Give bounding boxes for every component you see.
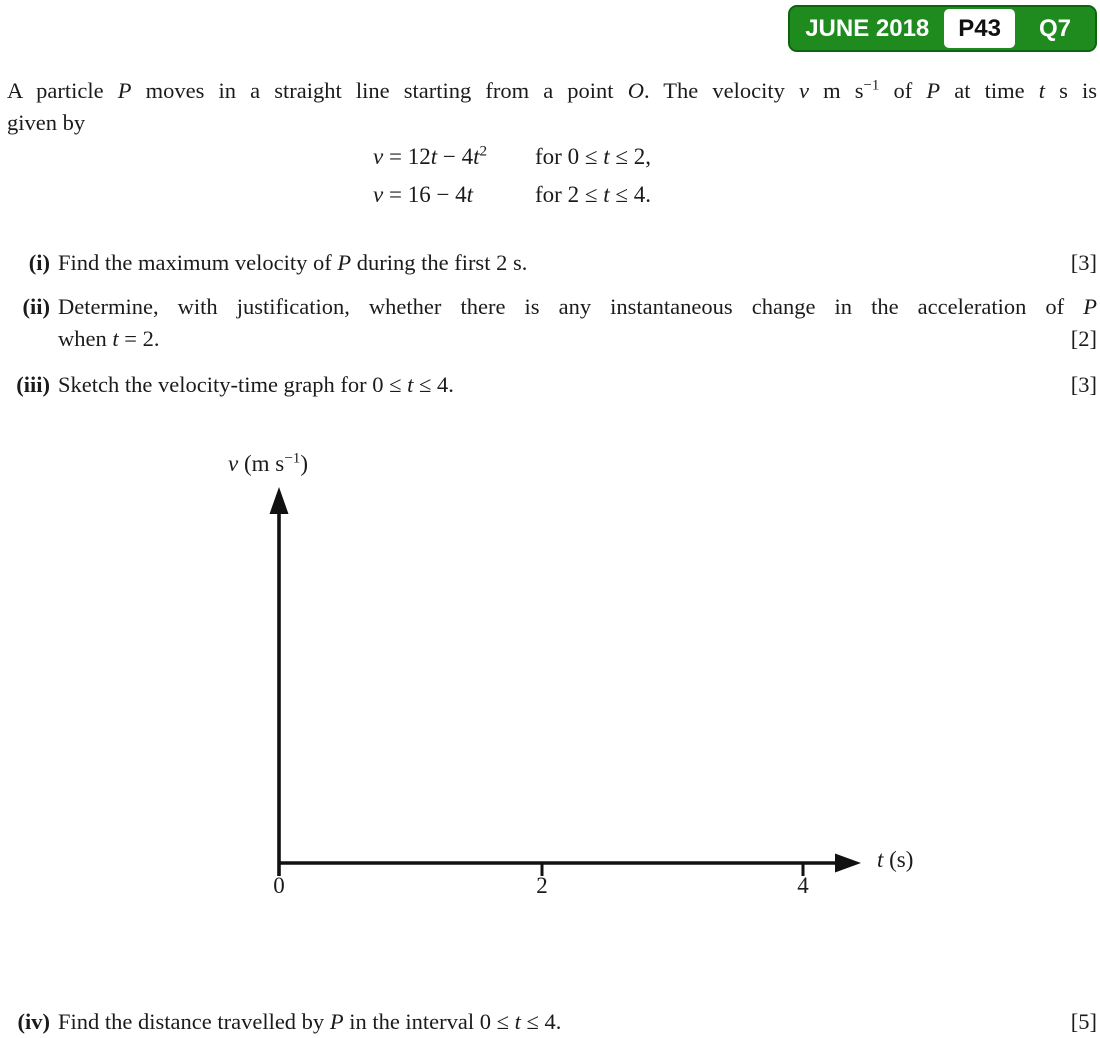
question-ii [0,291,1097,355]
equation-2-condition: for 2 ≤ t ≤ 4. [535,182,651,207]
question-iv [0,1006,1097,1038]
intro-paragraph [7,75,1097,138]
x-tick-label-0: 0 [273,873,285,898]
past-paper-badge [788,5,1097,52]
question-i [0,247,1097,279]
x-tick-label-4: 4 [797,873,809,898]
question-ii-label: (ii) [22,294,50,319]
question-iii-text: Sketch the velocity-time graph for 0 ≤ t ≤ 4. [58,372,454,397]
y-axis-label: v (m $s^{-1}$) [228,449,309,476]
equation-1 [373,144,651,170]
x-axis-label: t (s) [877,847,914,872]
question-i-marks: [3] [1070,250,1097,275]
x-axis-arrowhead-icon [835,854,861,873]
badge-question-number: Q7 [1015,7,1095,50]
question-iv-label: (iv) [17,1009,50,1034]
question-iii [0,369,1097,401]
equation-2 [373,182,651,208]
x-tick-label-2: 2 [536,873,548,898]
question-iii-marks: [3] [1070,372,1097,397]
velocity-time-graph [0,440,1000,920]
question-iv-text: Find the distance travelled by P in the interval 0 ≤ t ≤ 4. [58,1009,562,1034]
question-iv-marks: [5] [1070,1009,1097,1034]
question-ii-marks: [2] [1070,326,1097,351]
equation-1-formula: $v = 12t - 4t^2$ [373,142,488,169]
question-ii-text-line-1: Determine, with justification, whether there is any instantaneous change in the acceleration of P [58,294,1097,319]
question-i-text: Find the maximum velocity of P during the first 2 s. [58,250,528,275]
question-i-label: (i) [28,250,50,275]
intro-line-2: given by [7,109,86,135]
y-axis-arrowhead-icon [270,487,289,514]
question-iii-label: (iii) [16,372,50,397]
badge-paper-number: P43 [944,9,1015,48]
equation-1-condition: for 0 ≤ t ≤ 2, [535,144,651,169]
equation-2-formula: v = 16 − 4t [373,182,474,207]
intro-line-1: A particle P moves in a straight line starting from a point O. The velocity v m $s^{-1}$ of P at time t s is [7,77,1097,103]
badge-session: JUNE 2018 [790,7,944,50]
question-ii-text-line-2: when t = 2. [58,326,160,351]
